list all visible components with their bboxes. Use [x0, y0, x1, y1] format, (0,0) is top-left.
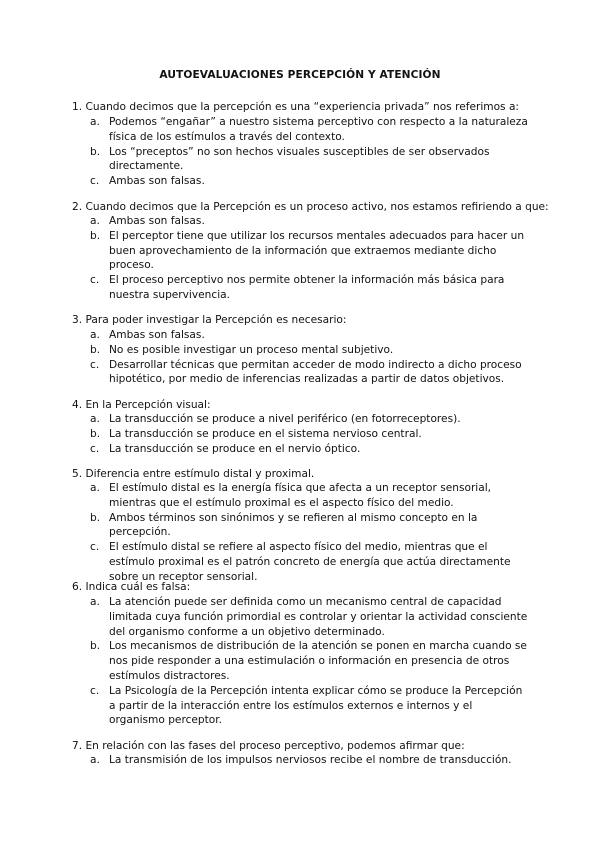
question-3-option-a: a. Ambas son falsas.: [90, 329, 205, 341]
question-6-option-a: a. La atención puede ser definida como un mecanismo central de capacidad limitada cuya función primordial es controlar y orientar la actividad consciente del organismo conforme a un objetivo determinado.: [90, 596, 528, 638]
question-1: 1. Cuando decimos que la percepción es una “experiencia privada” nos referimos a:: [72, 101, 520, 113]
question-4-option-a: a. La transducción se produce a nivel periférico (en fotorreceptores).: [90, 413, 461, 425]
question-4-option-b: b. La transducción se produce en el sistema nervioso central.: [90, 427, 422, 440]
page-title: AUTOEVALUACIONES PERCEPCIÓN Y ATENCIÓN: [159, 69, 441, 81]
question-5-option-c: c. El estímulo distal se refiere al aspecto físico del medio, mientras que el estímulo proximal es el patrón concreto de energía que actúa directamente sobre un receptor sensorial.: [90, 541, 511, 583]
question-2-options: [90, 214, 530, 303]
question-6-option-b: b. Los mecanismos de distribución de la atención se ponen en marcha cuando se nos pide responder a una estimulación o información en presencia de otros estímulos distractores.: [90, 640, 527, 682]
question-6-options: [90, 595, 530, 728]
question-1-option-a: a. Podemos “engañar” a nuestro sistema perceptivo con respecto a la naturaleza física de los estímulos a través del contexto.: [90, 116, 528, 143]
question-4-option-c: c. La transducción se produce en el nervio óptico.: [90, 442, 361, 455]
question-3: 3. Para poder investigar la Percepción es necesario:: [72, 314, 347, 326]
question-2: 2. Cuando decimos que la Percepción es un proceso activo, nos estamos refiriendo a que:: [72, 201, 549, 213]
question-3-options: [90, 328, 530, 387]
question-6: 6. Indica cuál es falsa:: [72, 581, 191, 593]
question-5: 5. Diferencia entre estímulo distal y proximal.: [72, 468, 315, 480]
question-3-option-c: c. Desarrollar técnicas que permitan acceder de modo indirecto a dicho proceso hipotético, por medio de inferencias realizadas a partir de datos objetivos.: [90, 358, 522, 386]
question-7: 7. En relación con las fases del proceso perceptivo, podemos afirmar que:: [72, 740, 465, 752]
question-2-option-b: b. El perceptor tiene que utilizar los recursos mentales adecuados para hacer un buen aprovechamiento de la información que extraemos mediante dicho proceso.: [90, 229, 525, 272]
question-5-options: [90, 481, 530, 585]
question-1-options: [90, 115, 530, 189]
question-7-options: [90, 753, 530, 768]
question-7-option-a: a. La transmisión de los impulsos nerviosos recibe el nombre de transducción.: [90, 754, 512, 766]
question-2-option-a: a. Ambas son falsas.: [90, 215, 205, 227]
question-4-options: [90, 412, 530, 456]
question-5-option-b: b. Ambos términos son sinónimos y se refieren al mismo concepto en la percepción.: [90, 511, 478, 539]
question-1-option-b: b. Los “preceptos” no son hechos visuales susceptibles de ser observados directamente.: [90, 145, 490, 173]
question-3-option-b: b. No es posible investigar un proceso mental subjetivo.: [90, 343, 394, 356]
question-1-option-c: c. Ambas son falsas.: [90, 175, 205, 188]
question-2-option-c: c. El proceso perceptivo nos permite obtener la información más básica para nuestra supervivencia.: [90, 274, 505, 301]
question-6-option-c: c. La Psicología de la Percepción intenta explicar cómo se produce la Percepción a partir de la interacción entre los estímulos externos e internos y el organismo perceptor.: [90, 684, 523, 727]
question-5-option-a: a. El estímulo distal es la energía física que afecta a un receptor sensorial, mientras que el estímulo proximal es el aspecto físico del medio.: [90, 482, 492, 509]
question-4: 4. En la Percepción visual:: [72, 399, 211, 411]
